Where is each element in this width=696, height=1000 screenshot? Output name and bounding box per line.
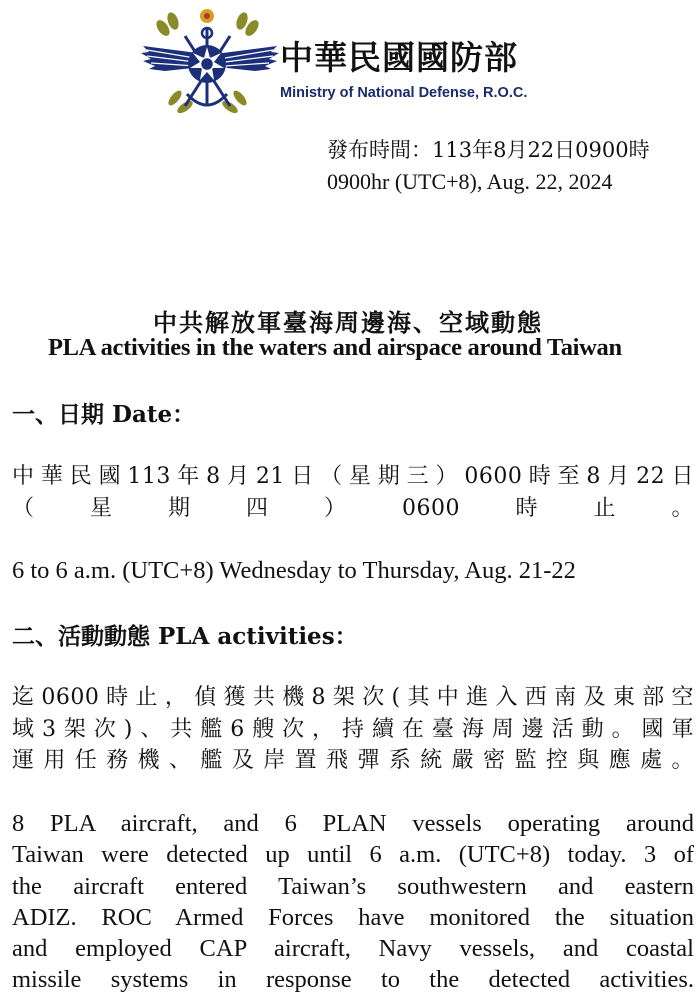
activities-zh-line-1: 迄0600時止，偵獲共機8架次(其中進入西南及東部空: [12, 685, 694, 710]
org-name-zh: 中華民國國防部: [280, 38, 518, 77]
release-time-zh: 發布時間：113年8月22日0900時: [327, 138, 650, 162]
release-time-en: 0900hr (UTC+8), Aug. 22, 2024: [327, 169, 613, 194]
activities-paragraph-en: [12, 808, 694, 996]
activities-en-line-1: 8 PLA aircraft, and 6 PLAN vessels operating around: [12, 810, 694, 837]
mnd-emblem-icon: [135, 6, 280, 124]
release-time: [327, 134, 650, 198]
activities-zh-line-3: 運用任務機、艦及岸置飛彈系統嚴密監控與應處。: [12, 748, 694, 773]
activities-en-line-5: and employed CAP aircraft, Navy vessels, and coastal: [12, 935, 694, 963]
date-zh-line-2: （星期四）0600時止。: [12, 495, 694, 521]
activities-zh-line-2: 域3架次)、共艦6艘次，持續在臺海周邊活動。國軍: [12, 716, 694, 742]
date-paragraph-en: 6 to 6 a.m. (UTC+8) Wednesday to Thursday, Aug. 21-22: [12, 557, 576, 584]
date-paragraph-zh: [12, 461, 694, 524]
activities-en-line-6: missile systems in response to the detected activities.: [12, 966, 694, 994]
section-activities-heading: 二、活動動態 PLA activities：: [12, 623, 358, 650]
org-name-en: Ministry of National Defense, R.O.C.: [280, 85, 528, 101]
activities-en-line-2: Taiwan were detected up until 6 a.m. (UTC+8) today. 3 of: [12, 841, 694, 869]
activities-paragraph-zh: [12, 682, 694, 777]
letterhead: [135, 6, 585, 126]
activities-en-line-3: the aircraft entered Taiwan’s southwestern and eastern: [12, 872, 694, 900]
title-zh: 中共解放軍臺海周邊海、空域動態: [153, 308, 543, 337]
title-en: PLA activities in the waters and airspace around Taiwan: [48, 334, 622, 361]
date-zh-line-1: 中華民國113年8月21日（星期三）0600時至8月22日: [12, 464, 694, 489]
activities-en-line-4: ADIZ. ROC Armed Forces have monitored the situation: [12, 903, 694, 931]
section-date-heading: 一、日期 Date：: [12, 401, 196, 428]
